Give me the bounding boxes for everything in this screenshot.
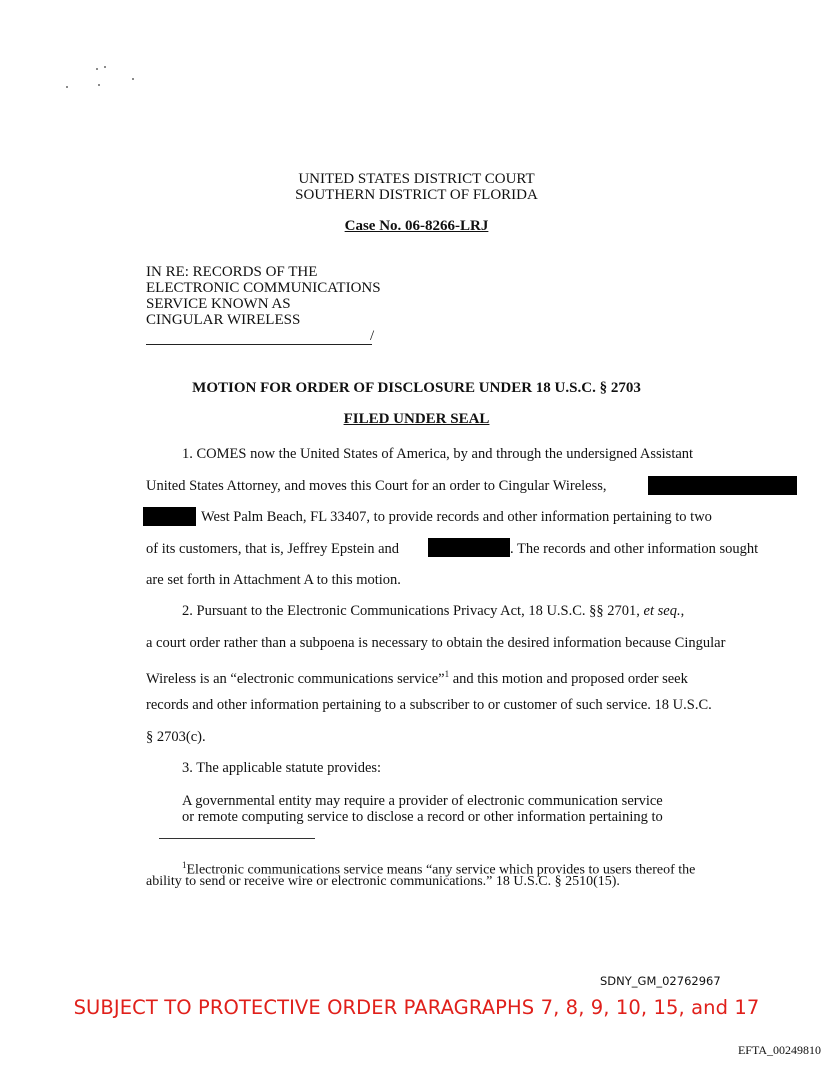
footnote-rule [159, 838, 315, 839]
para2-line5: § 2703(c). [146, 729, 206, 745]
motion-subtitle: FILED UNDER SEAL [343, 411, 490, 427]
court-name: UNITED STATES DISTRICT COURT [298, 171, 535, 187]
para1-line2: United States Attorney, and moves this Court for an order to Cingular Wireless, [146, 478, 607, 494]
protective-order-notice: SUBJECT TO PROTECTIVE ORDER PARAGRAPHS 7, 8, 9, 10, 15, and 17 [73, 996, 760, 1019]
court-district: SOUTHERN DISTRICT OF FLORIDA [295, 187, 538, 203]
caption-line-3: SERVICE KNOWN AS [146, 296, 291, 312]
para1-line3: West Palm Beach, FL 33407, to provide records and other information pertaining to two [201, 509, 712, 525]
case-number: Case No. 06-8266-LRJ [344, 218, 489, 234]
para2-line1-italic: et seq. [643, 603, 681, 619]
scan-specks [62, 64, 142, 94]
footnote-ref: 1 [444, 669, 450, 679]
redaction-name [428, 538, 510, 557]
redaction-address-2 [143, 507, 196, 526]
motion-title: MOTION FOR ORDER OF DISCLOSURE UNDER 18 U.S.C. § 2703 [192, 380, 641, 396]
caption-rule [146, 344, 372, 345]
para2-line3 [146, 665, 688, 688]
footnote-text-1: Electronic communications service means “any service which provides to users thereof the [186, 862, 696, 878]
para1-line1: 1. COMES now the United States of America, by and through the undersigned Assistant [182, 446, 694, 462]
caption-line-1: IN RE: RECORDS OF THE [146, 264, 318, 280]
para2-line4: records and other information pertaining to a subscriber to or customer of such service. 18 U.S.C. [146, 697, 712, 713]
para2-line1 [182, 602, 684, 620]
para2-line3b: and this motion and proposed order seek [449, 670, 688, 687]
caption-line-4: CINGULAR WIRELESS [146, 312, 301, 328]
efta-number: EFTA_00249810 [737, 1043, 821, 1057]
para1-line4b: . The records and other information sought [510, 541, 759, 557]
footnote-line2: ability to send or receive wire or electronic communications.” 18 U.S.C. § 2510(15). [146, 874, 620, 889]
caption-line-2: ELECTRONIC COMMUNICATIONS [146, 280, 381, 296]
para1-line4a: of its customers, that is, Jeffrey Epstein and [146, 541, 400, 557]
caption-slash: / [370, 328, 375, 344]
para2-line2: a court order rather than a subpoena is necessary to obtain the desired information because Cingular [146, 635, 726, 651]
para1-line5: are set forth in Attachment A to this motion. [146, 572, 401, 588]
bates-number: SDNY_GM_02762967 [600, 974, 721, 988]
para2-line1-end: , [680, 603, 685, 619]
footnote-number: 1 [182, 860, 187, 870]
para2-line1-text: 2. Pursuant to the Electronic Communications Privacy Act, 18 U.S.C. §§ 2701, [182, 603, 640, 619]
quote-line2: or remote computing service to disclose a record or other information pertaining to [182, 809, 663, 825]
redaction-address [648, 476, 797, 495]
quote-line1: A governmental entity may require a provider of electronic communication service [182, 793, 663, 809]
para2-line3a: Wireless is an “electronic communications service” [146, 670, 445, 687]
para3-line1: 3. The applicable statute provides: [182, 760, 382, 776]
